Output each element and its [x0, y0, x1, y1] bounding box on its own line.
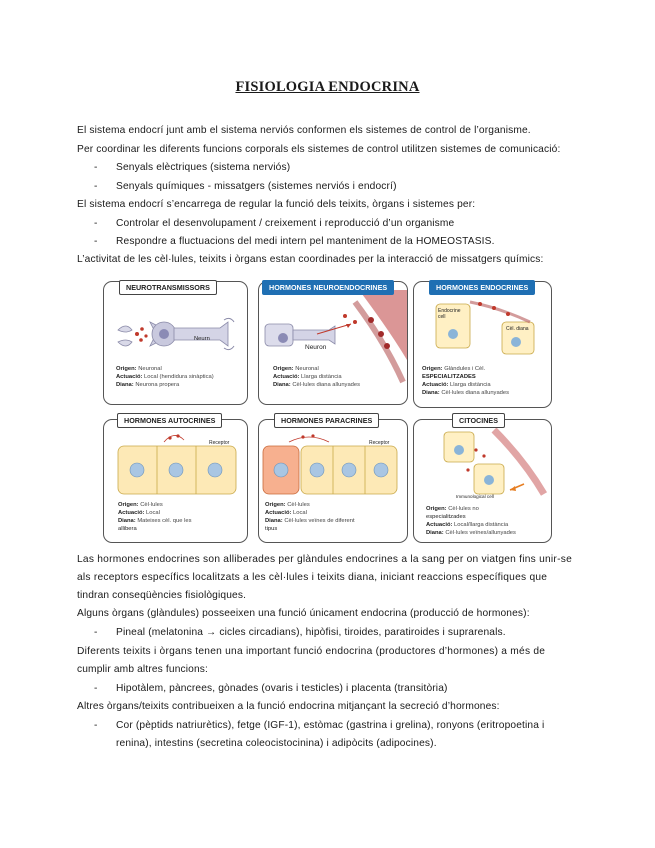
- caption-origin: Origen: Cèl·lules: [118, 502, 163, 508]
- caption-actuation: Actuació: Local: [265, 510, 307, 516]
- panel-neuroendocrines: [258, 281, 408, 405]
- bullet-item: - Pineal (melatonina → cicles circadians), hipòfisi, tiroides, paratiroides i suprarenals.: [94, 627, 506, 638]
- bullet-item: - Senyals químiques - missatgers (sistemes nerviós i endocrí): [94, 181, 397, 192]
- caption-actuation: Actuació: Local/llarga distància: [426, 522, 509, 528]
- bullet-item: - Controlar el desenvolupament / creixement i reproducció d’un organisme: [94, 218, 455, 229]
- paragraph-line: cumplir amb altres funcions:: [77, 664, 209, 675]
- bullet-item: - Senyals elèctriques (sistema nerviós): [94, 162, 291, 173]
- panel-label: HORMONES ENDOCRINES: [429, 280, 535, 295]
- bullet-continuation: renina), intestins (secretina coleocistocinina) i adipòcits (adipocines).: [116, 738, 437, 749]
- intro-line-2: Per coordinar les diferents funcions corporals els sistemes de control utilitzen sistemes de comunicació:: [77, 144, 561, 155]
- cell-label: Cèl. diana: [506, 326, 529, 332]
- bullet-text: Senyals químiques - missatgers (sistemes nerviós i endocrí): [116, 181, 397, 192]
- caption-origin: Origen: Cèl·lules no: [426, 506, 479, 512]
- panel-label: HORMONES PARACRINES: [274, 413, 379, 428]
- intro-line-1: El sistema endocrí junt amb el sistema nerviós conformen els sistemes de control de l’organisme.: [77, 125, 531, 136]
- panel-label: HORMONES NEUROENDOCRINES: [262, 280, 394, 295]
- caption-actuation: Actuació: Local (hendidura sinàptica): [116, 374, 214, 380]
- receptor-label: Receptor: [209, 440, 230, 446]
- bullet-item: - Respondre a fluctuacions del medi intern pel manteniment de la HOMEOSTASIS.: [94, 236, 495, 247]
- bullet-text: Respondre a fluctuacions del medi intern pel manteniment de la HOMEOSTASIS.: [116, 236, 495, 247]
- bullet-text: Pineal (melatonina → cicles circadians), hipòfisi, tiroides, paratiroides i suprarenals.: [116, 627, 506, 638]
- caption-target: Diana: Cèl·lules veïnes de diferent: [265, 518, 355, 524]
- caption-target: Diana: Cèl·lules diana allunyades: [273, 382, 361, 388]
- panel-citocines: [413, 419, 552, 543]
- panel-paracrines: [258, 419, 408, 543]
- caption-target-cont: allibera: [118, 526, 137, 532]
- paragraph: Alguns òrgans (glàndules) posseeixen una funció únicament endocrina (producció de hormones):: [77, 608, 530, 619]
- caption-origin-cont: especialitzades: [426, 514, 466, 520]
- caption-target: Diana: Cèl·lules diana allunyades: [422, 390, 510, 396]
- bullet-item: - Hipotàlem, pàncrees, gònades (ovaris i testicles) i placenta (transitòria): [94, 683, 448, 694]
- caption-origin: Origen: Neuronal: [116, 366, 162, 372]
- caption-origin: Origen: Neuronal: [273, 366, 319, 372]
- caption-extra: ESPECIALITZADES: [422, 374, 476, 380]
- panel-neurotransmissors: [103, 281, 248, 405]
- bullet-text: Senyals elèctriques (sistema nerviós): [116, 162, 291, 173]
- caption-target: Diana: Neurona propera: [116, 382, 180, 388]
- cell-label: Immunological cell: [456, 494, 494, 499]
- paragraph-line: tindran conseqüències fisiològiques.: [77, 590, 247, 601]
- caption-actuation: Actuació: Llarga distància: [273, 374, 342, 380]
- paragraph-line: Diferents teixits i òrgans tenen una important funció endocrina (productores d’hormones) a més de: [77, 646, 546, 657]
- cell-label: Neuron: [305, 344, 327, 351]
- paragraph-line: als receptors específics localitzats a les cèl·lules i teixits diana, iniciant reaccions específiques que: [77, 572, 548, 583]
- panel-label: HORMONES AUTOCRINES: [117, 413, 222, 428]
- panel-autocrines: [103, 419, 248, 543]
- paragraph: El sistema endocrí s’encarrega de regular la funció dels teixits, òrgans i sistemes per:: [77, 199, 476, 210]
- panel-label: CITOCINES: [452, 413, 505, 428]
- caption-target: Diana: Cèl·lules veïnes/allunyades: [426, 530, 516, 536]
- paragraph: Altres òrgans/teixits contribueixen a la funció endocrina mitjançant la secreció d’hormones:: [77, 701, 500, 712]
- cell-label: Endocrine cell: [438, 308, 461, 320]
- panel-endocrines: [413, 281, 552, 408]
- caption-actuation: Actuació: Local: [118, 510, 160, 516]
- caption-target-cont: tipus: [265, 526, 278, 532]
- page-title: FISIOLOGIA ENDOCRINA: [235, 79, 420, 95]
- caption-origin: Origen: Glàndules i Cèl.: [422, 366, 486, 372]
- caption-target: Diana: Mateixes cèl. que les: [118, 518, 192, 524]
- caption-origin: Origen: Cèl·lules: [265, 502, 310, 508]
- bullet-item: - Cor (pèptids natriurètics), fetge (IGF-1), estòmac (gastrina i grelina), ronyons (eritropoetina i: [94, 720, 545, 731]
- bullet-text: Cor (pèptids natriurètics), fetge (IGF-1), estòmac (gastrina i grelina), ronyons (eritropoetina i: [116, 720, 545, 731]
- caption-actuation: Actuació: Llarga distància: [422, 382, 491, 388]
- paragraph-line: Las hormones endocrines son alliberades per glàndules endocrines a la sang per on viatgen fins unir-se: [77, 554, 572, 565]
- bullet-text: Hipotàlem, pàncrees, gònades (ovaris i testicles) i placenta (transitòria): [116, 683, 448, 694]
- cell-label: Neurn: [194, 336, 210, 342]
- bullet-text: Controlar el desenvolupament / creixement i reproducció d’un organisme: [116, 218, 455, 229]
- panel-label: NEUROTRANSMISSORS: [119, 280, 217, 295]
- paragraph: L’activitat de les cèl·lules, teixits i òrgans estan coordinades per la interacció de missatgers químics:: [77, 254, 544, 265]
- receptor-label: Receptor: [369, 440, 390, 446]
